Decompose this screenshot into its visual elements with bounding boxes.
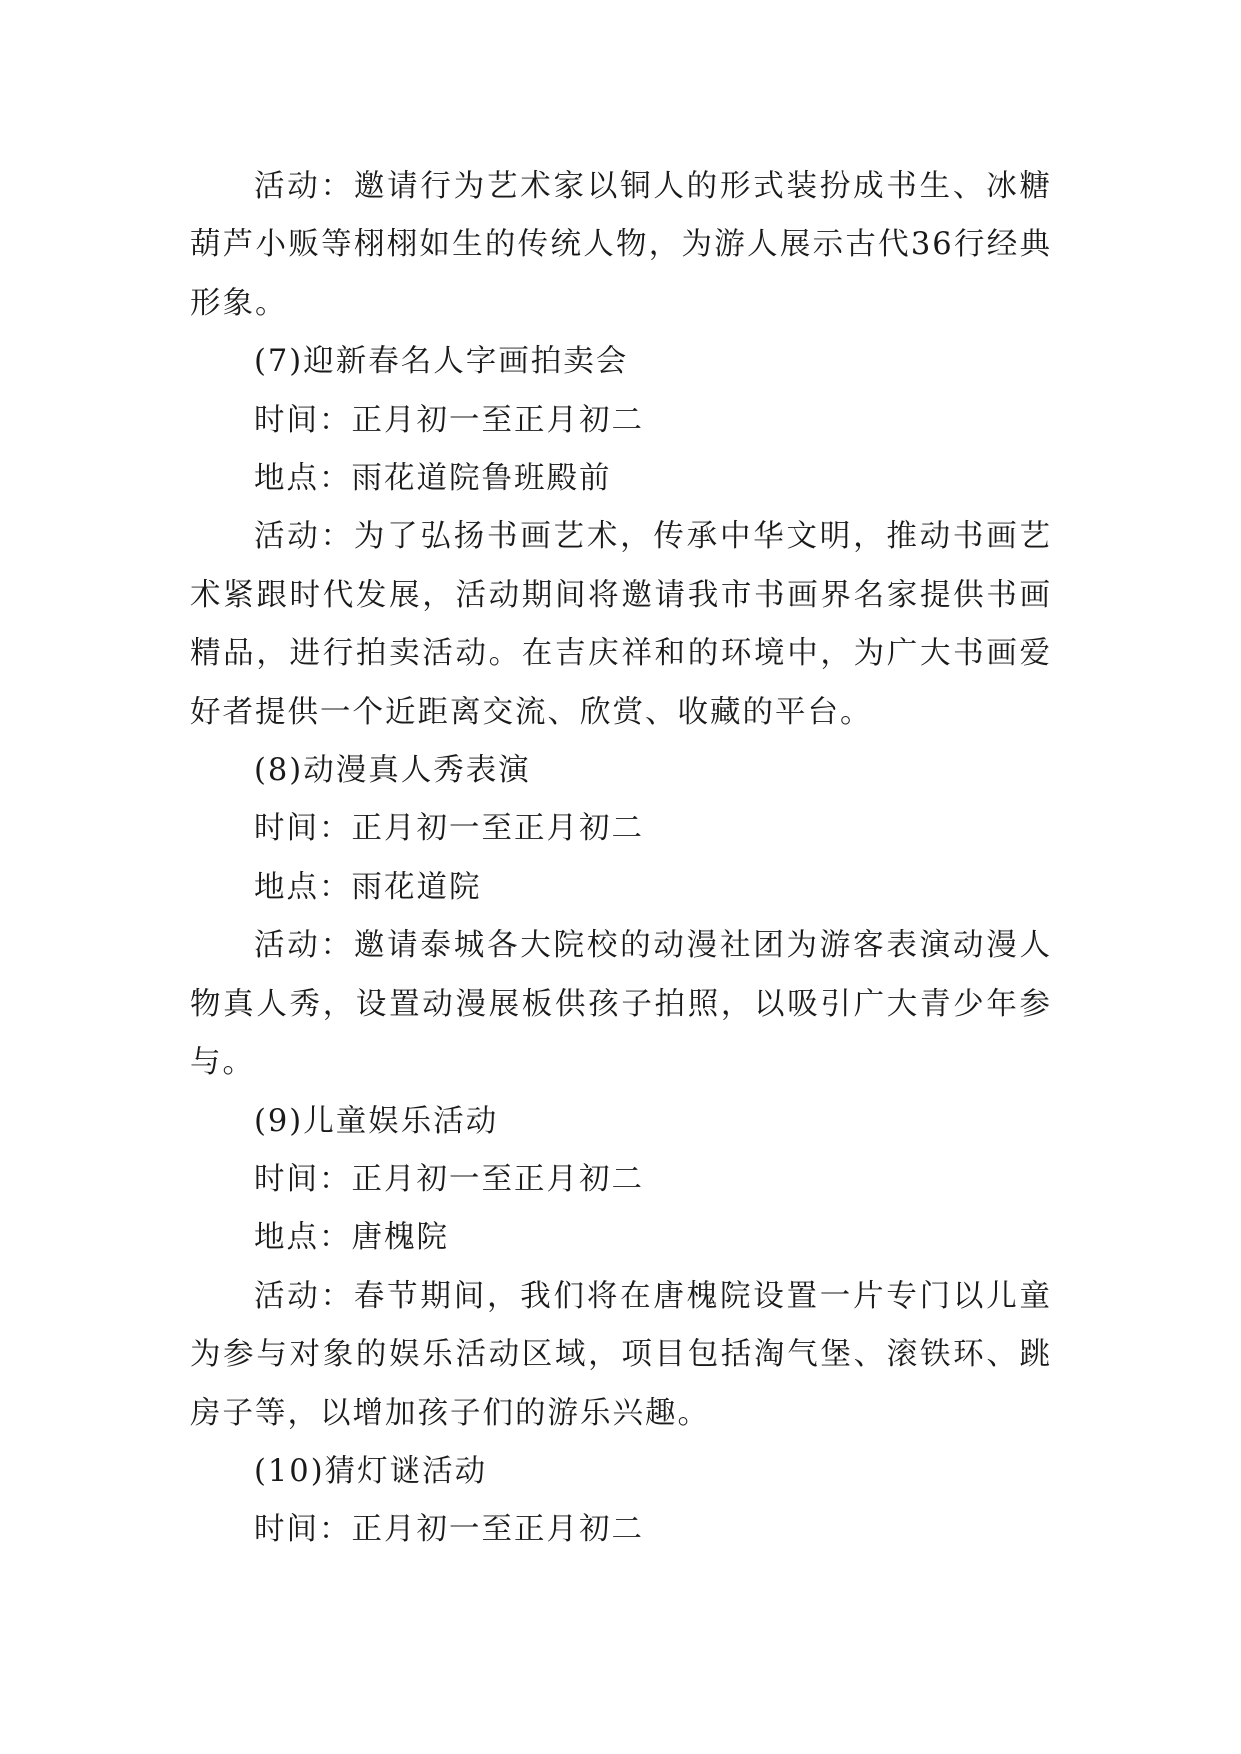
children-location: 地点：唐槐院: [254, 1220, 449, 1256]
cosplay-time: 时间：正月初一至正月初二: [254, 811, 644, 847]
auction-activity: 活动：为了弘扬书画艺术，传承中华文明，推动书画艺术紧跟时代发展，活动期间将邀请我市书画界名家提供书画精品，进行拍卖活动。在吉庆祥和的环境中，为广大书画爱好者提供一个近距离交流、欣赏、收藏的平台。: [190, 519, 1052, 730]
body-text: [190, 158, 1052, 1560]
heading-lantern-riddles: (10)猜灯谜活动: [254, 1453, 488, 1489]
paragraph-activity-statues: 活动：邀请行为艺术家以铜人的形式装扮成书生、冰糖葫芦小贩等栩栩如生的传统人物，为游人展示古代36行经典形象。: [190, 169, 1052, 321]
children-time: 时间：正月初一至正月初二: [254, 1161, 644, 1197]
cosplay-location: 地点：雨花道院: [254, 869, 482, 905]
heading-cosplay-show: (8)动漫真人秀表演: [254, 753, 531, 789]
heading-calligraphy-auction: (7)迎新春名人字画拍卖会: [254, 344, 629, 380]
auction-location: 地点：雨花道院鲁班殿前: [254, 461, 612, 497]
cosplay-activity: 活动：邀请泰城各大院校的动漫社团为游客表演动漫人物真人秀，设置动漫展板供孩子拍照，以吸引广大青少年参与。: [190, 928, 1052, 1081]
auction-time: 时间：正月初一至正月初二: [254, 402, 644, 438]
children-activity: 活动：春节期间，我们将在唐槐院设置一片专门以儿童为参与对象的娱乐活动区域，项目包括淘气堡、滚铁环、跳房子等，以增加孩子们的游乐兴趣。: [190, 1278, 1052, 1431]
riddles-time: 时间：正月初一至正月初二: [254, 1512, 644, 1548]
heading-children-activity: (9)儿童娱乐活动: [254, 1103, 499, 1139]
